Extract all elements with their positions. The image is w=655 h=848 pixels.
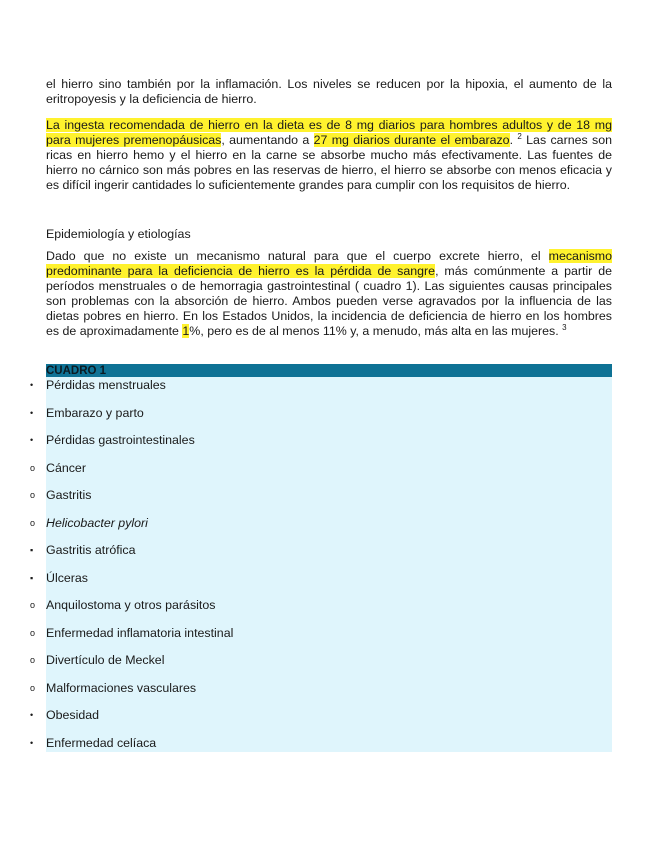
list-item-text: Gastritis bbox=[46, 488, 92, 502]
highlight-blood-loss: mecanismo predominante para la deficiencia de hierro es la pérdida de sangre bbox=[46, 249, 612, 278]
list-item bbox=[0, 734, 612, 762]
bullet-icon: • bbox=[30, 435, 34, 445]
circle-bullet-icon: o bbox=[30, 600, 36, 610]
bullet-icon: • bbox=[30, 407, 34, 418]
list-item-text: Malformaciones vasculares bbox=[46, 680, 197, 695]
list-item-text: Enfermedad inflamatoria intestinal bbox=[46, 625, 234, 640]
list-item-text: Cáncer bbox=[46, 460, 86, 475]
bullet-icon: • bbox=[30, 380, 34, 390]
text-segment: %, pero es de al menos 11% y, a menudo, más alta en las mujeres. bbox=[189, 324, 563, 338]
bullet-icon: • bbox=[30, 737, 34, 748]
list-item bbox=[0, 679, 612, 707]
square-bullet-icon: ▪ bbox=[30, 545, 34, 555]
highlight-pregnancy-intake: 27 mg diarios durante el embarazo bbox=[313, 133, 510, 147]
highlight-percent: 1 bbox=[182, 324, 190, 338]
list-item bbox=[0, 376, 612, 404]
circle-bullet-icon: o bbox=[30, 627, 36, 638]
circle-bullet-icon: o bbox=[30, 462, 36, 473]
paragraph-epidemiology bbox=[46, 249, 612, 339]
list-item-text: Gastritis atrófica bbox=[46, 543, 136, 557]
list-item bbox=[0, 431, 612, 459]
text-segment: Dado que no existe un mecanismo natural para que el cuerpo excrete hierro, el bbox=[46, 249, 549, 263]
list-item bbox=[0, 486, 612, 514]
paragraph-absorption: el hierro sino también por la inflamación. Los niveles se reducen por la hipoxia, el aumento de la eritropoyesis y la deficiencia de hierro. bbox=[46, 77, 612, 106]
list-item bbox=[0, 569, 612, 597]
square-bullet-icon: ▪ bbox=[30, 572, 34, 583]
list-item bbox=[0, 459, 612, 487]
circle-bullet-icon: o bbox=[30, 655, 36, 665]
cuadro-list bbox=[0, 376, 612, 761]
list-item-text: Úlceras bbox=[46, 570, 88, 585]
list-item-text: Enfermedad celíaca bbox=[46, 735, 157, 750]
list-item-text: Pérdidas gastrointestinales bbox=[46, 433, 195, 447]
list-item-text: Divertículo de Meckel bbox=[46, 653, 165, 667]
text-segment: , más comúnmente a partir de períodos menstruales o de hemorragia gastrointestinal ( cuadro 1). Las siguientes causas principales son problemas con la absorción de hierro. Ambos pueden verse agravados por la influencia de las dietas pobres en hierro. En los Estados Unidos, la incidencia de deficiencia de hierro en los hombres es de aproximadamente bbox=[46, 264, 612, 338]
list-item-text: Obesidad bbox=[46, 708, 100, 722]
paragraph-intake bbox=[46, 118, 612, 193]
list-item bbox=[0, 404, 612, 432]
bullet-icon: • bbox=[30, 710, 34, 720]
citation-3: 3 bbox=[562, 322, 567, 332]
list-item bbox=[0, 514, 612, 542]
cuadro-title: CUADRO 1 bbox=[46, 364, 612, 377]
list-item bbox=[0, 706, 612, 734]
text-segment: , aumentando a bbox=[221, 133, 314, 147]
list-item bbox=[0, 651, 612, 679]
circle-bullet-icon: o bbox=[30, 517, 36, 528]
list-item-text: Embarazo y parto bbox=[46, 405, 144, 420]
section-heading: Epidemiología y etiologías bbox=[46, 227, 191, 241]
text-segment: . bbox=[509, 133, 518, 147]
list-item bbox=[0, 596, 612, 624]
circle-bullet-icon: o bbox=[30, 682, 36, 693]
list-item-text: Anquilostoma y otros parásitos bbox=[46, 598, 216, 612]
list-item-text: Pérdidas menstruales bbox=[46, 378, 166, 392]
text-segment: Las carnes son ricas en hierro hemo y el hierro en la carne se absorbe mucho más efectivamente. Las fuentes de hierro no cárnico son más pobres en las reservas de hierro, el hierro se absorbe con menos eficacia y es difícil ingerir cantidades lo suficientemente grandes para cumplir con los requisitos de hierro. bbox=[46, 133, 612, 192]
list-item bbox=[0, 624, 612, 652]
circle-bullet-icon: o bbox=[30, 490, 36, 500]
citation-2: 2 bbox=[517, 131, 522, 141]
list-item bbox=[0, 541, 612, 569]
highlight-recommended-intake: La ingesta recomendada de hierro en la dieta es de 8 mg diarios para hombres adultos y de 18 mg para mujeres premenopáusicas bbox=[46, 118, 612, 147]
list-item-text: Helicobacter pylori bbox=[46, 515, 148, 530]
